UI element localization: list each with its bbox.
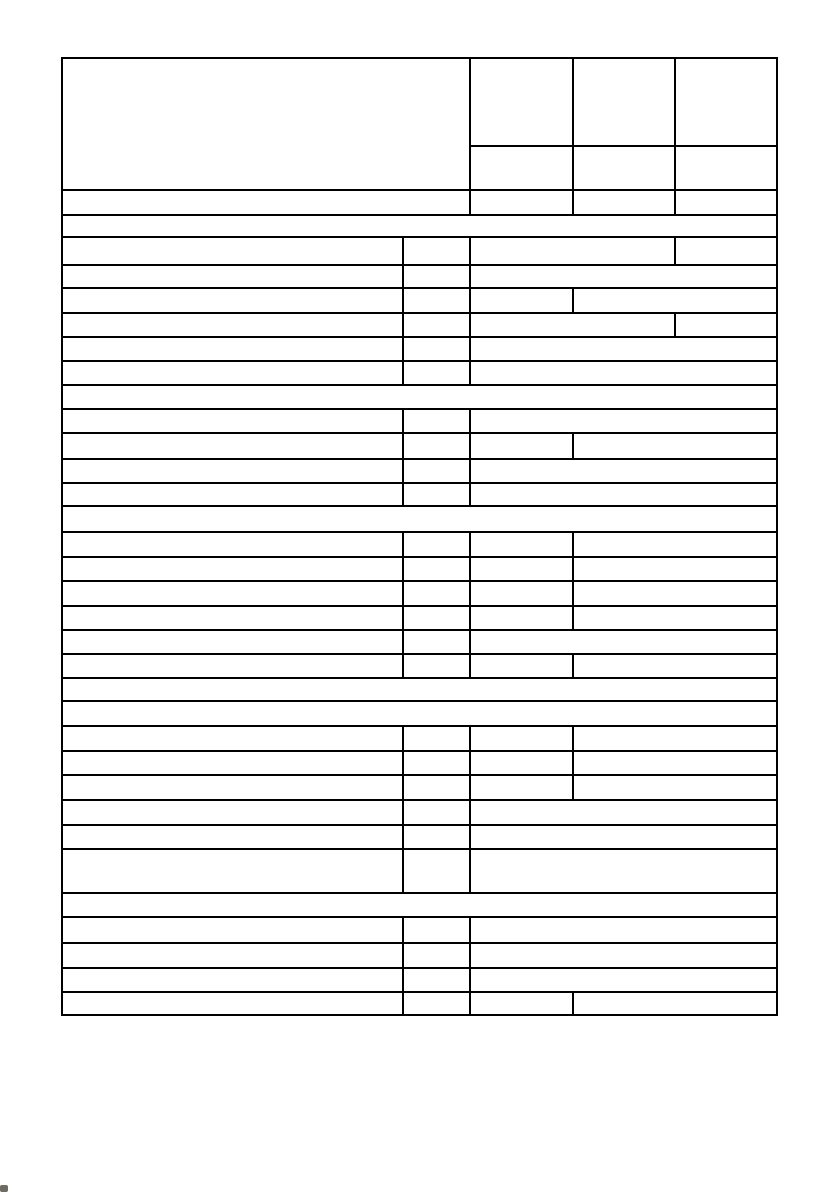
table-grid-line xyxy=(61,942,778,944)
table-grid-line xyxy=(61,189,778,191)
table-grid-line xyxy=(61,892,778,894)
table-grid-line xyxy=(776,57,778,1016)
table-grid-line xyxy=(572,531,574,631)
table-grid-line xyxy=(61,653,778,655)
table-grid-line xyxy=(61,1014,778,1016)
table-grid-line xyxy=(61,482,778,484)
table-grid-line xyxy=(402,408,404,507)
table-grid-line xyxy=(61,556,778,558)
table-grid-line xyxy=(402,916,404,1016)
table-grid-line xyxy=(572,57,574,216)
table-grid-line xyxy=(61,312,778,314)
table-grid-line xyxy=(61,848,778,850)
table-grid-line xyxy=(469,916,471,1016)
table-grid-line xyxy=(572,287,574,314)
scan-artifact-mark xyxy=(0,1185,8,1192)
table-grid-line xyxy=(61,287,778,289)
table-grid-line xyxy=(61,991,778,993)
table-grid-line xyxy=(61,57,778,59)
table-grid-line xyxy=(674,236,676,266)
table-grid-line xyxy=(61,458,778,460)
table-grid-line xyxy=(61,408,778,410)
table-grid-line xyxy=(61,236,778,238)
table-grid-line xyxy=(402,531,404,679)
table-grid-line xyxy=(61,432,778,434)
table-grid-line xyxy=(61,774,778,776)
table-grid-line xyxy=(61,916,778,918)
table-grid-line xyxy=(572,725,574,801)
table-grid-line xyxy=(61,336,778,338)
table-grid-line xyxy=(61,750,778,752)
table-grid-line xyxy=(469,725,471,894)
table-grid-line xyxy=(61,214,778,216)
table-grid-line xyxy=(61,531,778,533)
table-grid-line xyxy=(61,505,778,507)
table-grid-line xyxy=(61,967,778,969)
table-grid-line xyxy=(572,991,574,1016)
table-grid-line xyxy=(61,264,778,266)
table-grid-line xyxy=(61,57,63,1016)
table-grid-line xyxy=(61,799,778,801)
table-grid-line xyxy=(61,700,778,702)
table-grid-line xyxy=(61,580,778,582)
table-grid-line xyxy=(61,605,778,607)
table-grid-line xyxy=(61,725,778,727)
table-grid-line xyxy=(469,531,471,679)
table-grid-line xyxy=(402,236,404,386)
table-grid-line xyxy=(469,57,471,216)
table-grid-line xyxy=(674,57,676,216)
table-grid-line xyxy=(402,725,404,894)
table-grid-line xyxy=(61,629,778,631)
table-grid-line xyxy=(469,145,778,147)
table-grid-line xyxy=(469,236,471,386)
table-grid-line xyxy=(469,408,471,507)
table-grid-line xyxy=(674,312,676,338)
table-grid-line xyxy=(61,360,778,362)
table-grid-line xyxy=(61,677,778,679)
table-grid-line xyxy=(61,384,778,386)
table-grid-line xyxy=(572,653,574,679)
table-grid-line xyxy=(61,824,778,826)
table-grid-line xyxy=(572,432,574,460)
